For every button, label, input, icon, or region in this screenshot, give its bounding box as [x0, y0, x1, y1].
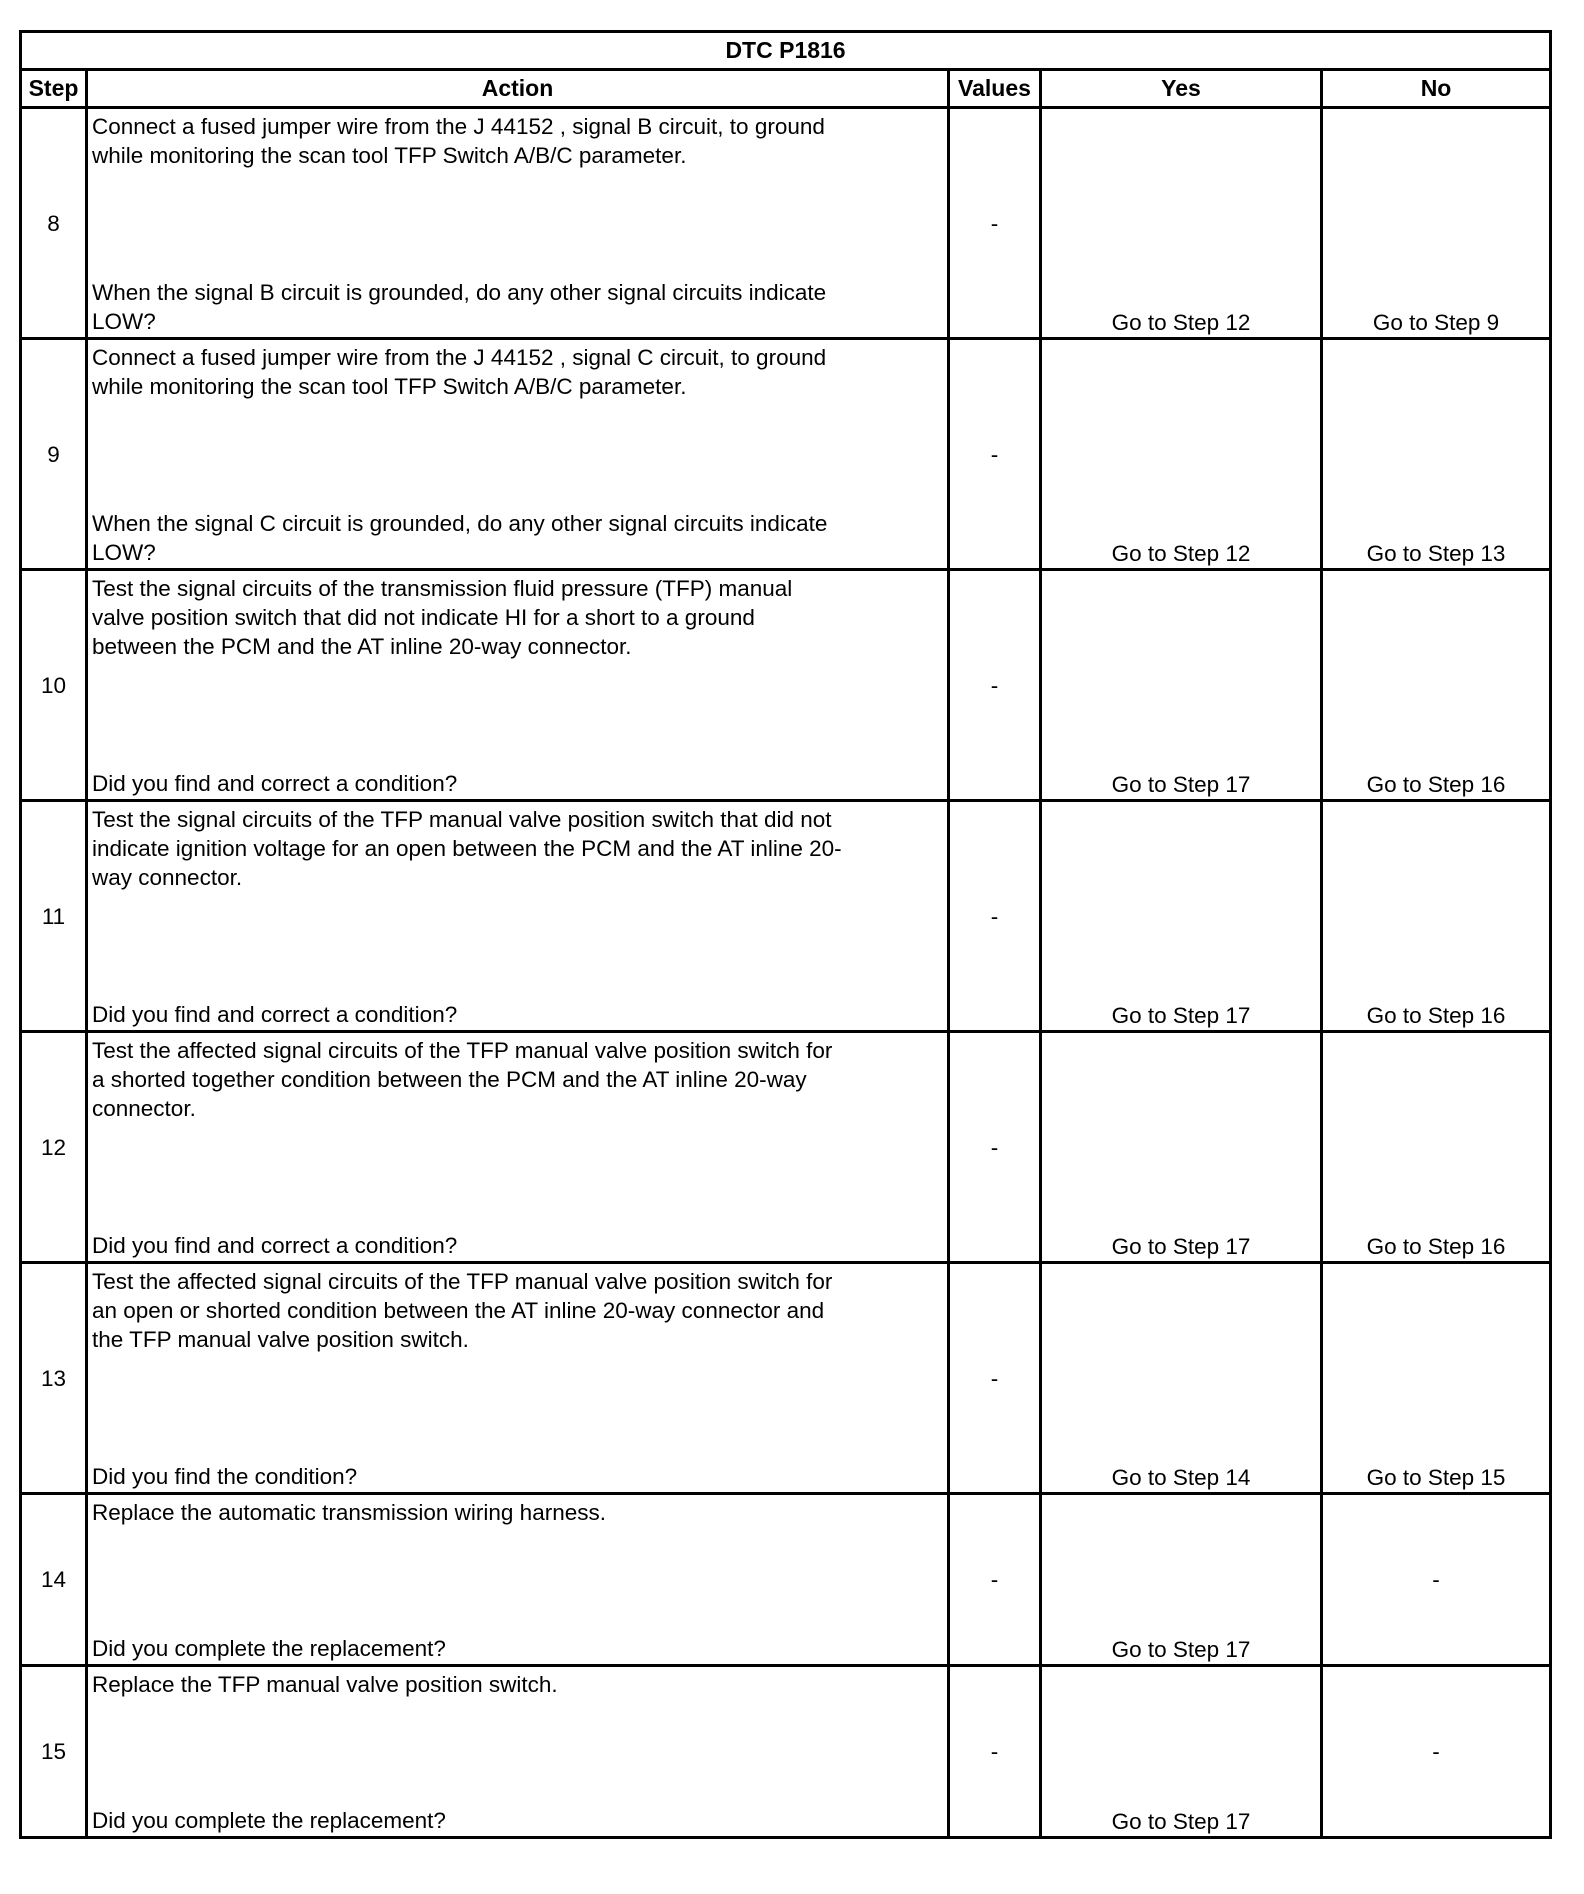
values-cell: -	[949, 339, 1041, 570]
action-instruction: Replace the automatic transmission wiring harness.	[92, 1500, 606, 1525]
table-row	[21, 1032, 1551, 1263]
table-row	[21, 570, 1551, 801]
values-cell: -	[949, 1032, 1041, 1263]
no-result: Go to Step 9	[1322, 108, 1551, 339]
no-result: Go to Step 15	[1322, 1263, 1551, 1494]
values-cell: -	[949, 801, 1041, 1032]
action-cell	[87, 339, 949, 570]
yes-result: Go to Step 17	[1041, 1032, 1322, 1263]
no-result: Go to Step 16	[1322, 801, 1551, 1032]
no-result: Go to Step 16	[1322, 570, 1551, 801]
step-number: 14	[21, 1494, 87, 1666]
yes-result: Go to Step 17	[1041, 570, 1322, 801]
header-no: No	[1322, 70, 1551, 108]
action-question: Did you find and correct a condition?	[92, 771, 458, 796]
values-cell: -	[949, 108, 1041, 339]
action-cell	[87, 1666, 949, 1838]
action-question: Did you complete the replacement?	[92, 1808, 446, 1833]
step-number: 10	[21, 570, 87, 801]
action-cell	[87, 570, 949, 801]
yes-result: Go to Step 14	[1041, 1263, 1322, 1494]
action-instruction: Test the signal circuits of the TFP manual valve position switch that did not indicate ignition voltage for an open between the PCM and the AT inline 20- way connector.	[92, 807, 842, 890]
yes-result: Go to Step 12	[1041, 108, 1322, 339]
action-cell	[87, 1263, 949, 1494]
values-cell: -	[949, 1263, 1041, 1494]
step-number: 13	[21, 1263, 87, 1494]
header-yes: Yes	[1041, 70, 1322, 108]
action-question: Did you find the condition?	[92, 1464, 358, 1489]
action-instruction: Replace the TFP manual valve position switch.	[92, 1672, 558, 1697]
no-result: Go to Step 16	[1322, 1032, 1551, 1263]
table-title: DTC P1816	[21, 32, 1551, 70]
action-cell	[87, 1032, 949, 1263]
action-cell	[87, 801, 949, 1032]
step-number: 15	[21, 1666, 87, 1838]
yes-result: Go to Step 17	[1041, 1494, 1322, 1666]
header-values: Values	[949, 70, 1041, 108]
action-question: Did you complete the replacement?	[92, 1636, 446, 1661]
yes-result: Go to Step 17	[1041, 801, 1322, 1032]
no-result: -	[1322, 1494, 1551, 1666]
no-result: Go to Step 13	[1322, 339, 1551, 570]
table-row	[21, 801, 1551, 1032]
yes-result: Go to Step 12	[1041, 339, 1322, 570]
dtc-table	[19, 30, 1552, 1839]
action-question: Did you find and correct a condition?	[92, 1233, 458, 1258]
table-row	[21, 1494, 1551, 1666]
header-action: Action	[87, 70, 949, 108]
values-cell: -	[949, 1494, 1041, 1666]
header-step: Step	[21, 70, 87, 108]
title-row	[21, 32, 1551, 70]
action-instruction: Connect a fused jumper wire from the J 44152 , signal C circuit, to ground while monitoring the scan tool TFP Switch A/B/C parameter.	[92, 345, 827, 399]
action-instruction: Test the affected signal circuits of the TFP manual valve position switch for an open or shorted condition between the AT inline 20-way connector and the TFP manual valve position switch.	[92, 1269, 833, 1352]
yes-result: Go to Step 17	[1041, 1666, 1322, 1838]
action-cell	[87, 1494, 949, 1666]
table-row	[21, 108, 1551, 339]
action-instruction: Test the signal circuits of the transmission fluid pressure (TFP) manual valve position switch that did not indicate HI for a short to a ground between the PCM and the AT inline 20-way connector.	[92, 576, 793, 659]
action-question: Did you find and correct a condition?	[92, 1002, 458, 1027]
table-row	[21, 1263, 1551, 1494]
no-result: -	[1322, 1666, 1551, 1838]
table-row	[21, 1666, 1551, 1838]
header-row	[21, 70, 1551, 108]
step-number: 9	[21, 339, 87, 570]
action-instruction: Connect a fused jumper wire from the J 44152 , signal B circuit, to ground while monitoring the scan tool TFP Switch A/B/C parameter.	[92, 114, 825, 168]
action-cell	[87, 108, 949, 339]
step-number: 11	[21, 801, 87, 1032]
action-question: When the signal C circuit is grounded, do any other signal circuits indicate LOW?	[92, 511, 828, 565]
table-row	[21, 339, 1551, 570]
values-cell: -	[949, 570, 1041, 801]
step-number: 12	[21, 1032, 87, 1263]
action-question: When the signal B circuit is grounded, do any other signal circuits indicate LOW?	[92, 280, 827, 334]
action-instruction: Test the affected signal circuits of the TFP manual valve position switch for a shorted together condition between the PCM and the AT inline 20-way connector.	[92, 1038, 833, 1121]
step-number: 8	[21, 108, 87, 339]
values-cell: -	[949, 1666, 1041, 1838]
